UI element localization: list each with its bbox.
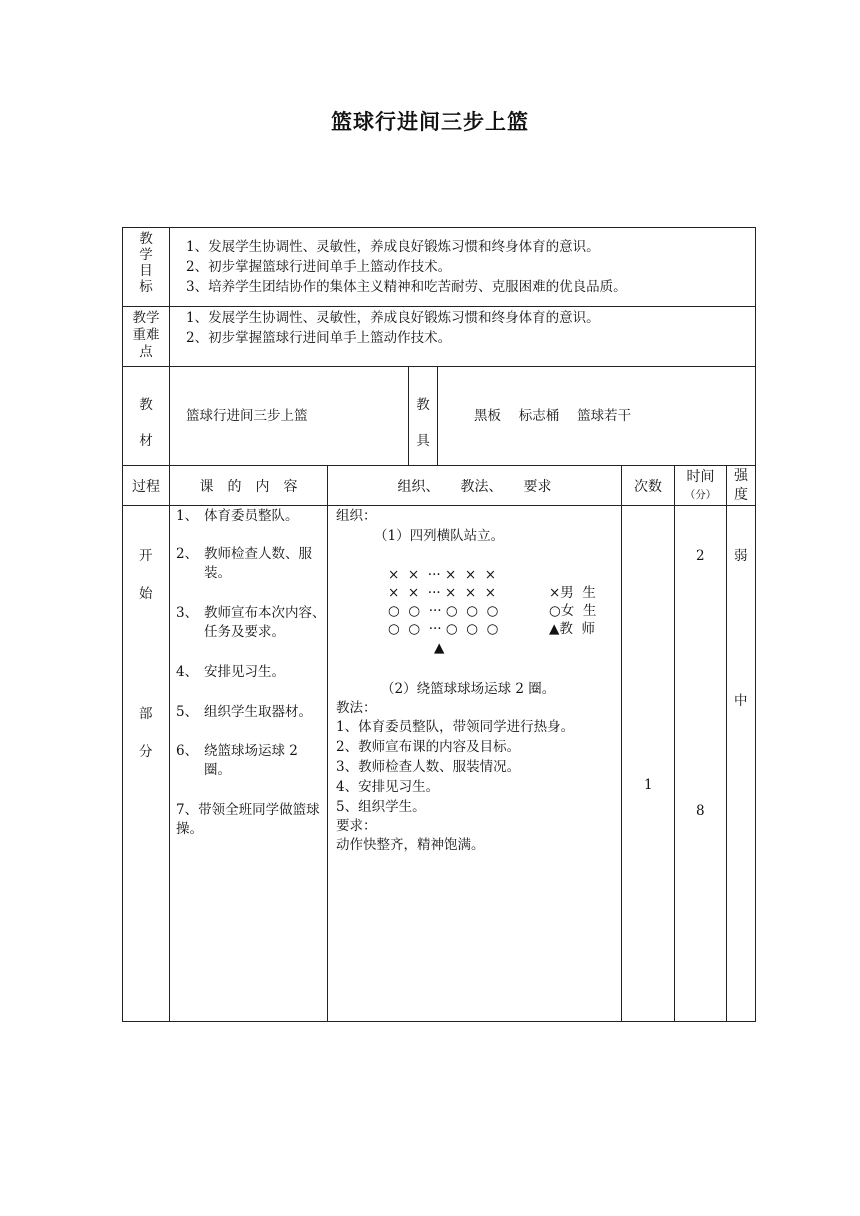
label-char: 教 <box>139 231 153 247</box>
table-border <box>122 366 756 367</box>
label-char: 学 <box>139 247 153 263</box>
table-border <box>726 465 727 1022</box>
content-item-number: 5、 <box>176 704 199 720</box>
method-item: 3、教师检查人数、服装情况。 <box>336 759 521 775</box>
content-item-number: 2、 <box>176 546 199 562</box>
content-item <box>176 663 326 682</box>
formation-row: × × ··· × × × <box>388 585 497 601</box>
header-time-label: 时间 <box>686 469 715 485</box>
legend-teacher: ▲教 师 <box>549 621 595 637</box>
content-item-text: 体育委员整队。 <box>204 508 299 524</box>
time-value: 8 <box>696 803 705 819</box>
content-item-text: 教师宣布本次内容、任务及要求。 <box>204 605 326 640</box>
header-content: 课 的 内 容 <box>199 479 298 495</box>
method-item: 5、组织学生。 <box>336 799 426 815</box>
objectives-label <box>123 231 169 295</box>
org-step-2: （2）绕篮球球场运球 2 圈。 <box>381 681 556 697</box>
objective-item: 2、初步掌握篮球行进间单手上篮动作技术。 <box>186 259 452 275</box>
content-item-number: 4、 <box>176 664 199 680</box>
label-char: 标 <box>139 279 153 295</box>
key-points-label <box>123 310 169 361</box>
material-value: 篮球行进间三步上篮 <box>186 408 308 424</box>
phase-label-char: 分 <box>139 744 153 760</box>
table-border <box>122 1021 756 1022</box>
objective-item: 3、培养学生团结协作的集体主义精神和吃苦耐劳、克服困难的优良品质。 <box>186 279 627 295</box>
label-char: 度 <box>734 487 748 503</box>
requirement-text: 动作快整齐，精神饱满。 <box>336 837 485 853</box>
content-item <box>176 742 326 780</box>
method-item: 1、体育委员整队，带领同学进行热身。 <box>336 719 575 735</box>
table-border <box>169 227 170 1022</box>
label-char: 材 <box>139 433 153 449</box>
formation-row: × × ··· × × × <box>388 567 497 583</box>
table-border <box>437 366 438 465</box>
intensity-value: 弱 <box>734 548 748 564</box>
content-item <box>176 703 326 722</box>
phase-label-char: 始 <box>139 586 153 602</box>
key-point-item: 2、初步掌握篮球行进间单手上篮动作技术。 <box>186 330 452 346</box>
content-item <box>176 801 326 839</box>
formation-row: ○ ○ ··· ○ ○ ○ <box>388 603 499 619</box>
label-char: 目 <box>139 263 153 279</box>
objective-item: 1、发展学生协调性、灵敏性，养成良好锻炼习惯和终身体育的意识。 <box>186 239 600 255</box>
legend-female: ○女 生 <box>549 603 597 619</box>
table-border <box>122 306 756 307</box>
content-item-number: 1、 <box>176 508 199 524</box>
count-value: 1 <box>644 777 653 793</box>
content-item-number: 6、 <box>176 743 199 759</box>
header-count: 次数 <box>634 479 662 495</box>
table-border <box>674 465 675 1022</box>
org-label: 组织： <box>336 508 377 524</box>
content-item-number: 3、 <box>176 605 199 621</box>
label-char: 教 <box>139 397 153 413</box>
header-time <box>675 468 726 504</box>
label-char: 教 <box>416 397 430 413</box>
intensity-value: 中 <box>734 693 748 709</box>
content-item-text: 组织学生取器材。 <box>204 704 312 720</box>
phase-label-char: 部 <box>139 706 153 722</box>
header-organization: 组织、 教法、 要求 <box>397 479 552 495</box>
method-item: 2、教师宣布课的内容及目标。 <box>336 739 521 755</box>
content-item <box>176 507 326 526</box>
header-process: 过程 <box>132 479 160 495</box>
header-time-unit: （分） <box>684 489 717 501</box>
material-label <box>123 387 169 459</box>
table-border <box>122 227 756 228</box>
table-border <box>327 465 328 1022</box>
requirement-label: 要求： <box>336 818 377 834</box>
time-value: 2 <box>696 548 705 564</box>
content-item <box>176 545 326 583</box>
key-point-item: 1、发展学生协调性、灵敏性，养成良好锻炼习惯和终身体育的意识。 <box>186 310 600 326</box>
method-label: 教法： <box>336 700 377 716</box>
header-intensity <box>727 467 755 505</box>
label-line: 教学 <box>132 310 160 326</box>
content-item-text: 安排见习生。 <box>204 664 285 680</box>
content-item-text: 教师检查人数、服装。 <box>204 546 312 581</box>
method-item: 4、安排见习生。 <box>336 779 440 795</box>
table-border <box>122 505 756 506</box>
phase-label-char: 开 <box>139 548 153 564</box>
content-item-text: 带领全班同学做篮球操。 <box>176 802 320 837</box>
table-border <box>755 227 756 1022</box>
equipment-label <box>409 387 437 459</box>
label-line: 点 <box>139 344 153 360</box>
table-border <box>122 465 756 466</box>
document-title: 篮球行进间三步上篮 <box>331 109 529 134</box>
teacher-marker: ▲ <box>434 640 445 656</box>
table-border <box>621 465 622 1022</box>
equipment-value: 黑板 标志桶 篮球若干 <box>474 408 632 424</box>
label-line: 重难 <box>132 327 160 343</box>
formation-row: ○ ○ ··· ○ ○ ○ <box>388 621 499 637</box>
legend-male: ×男 生 <box>549 585 596 601</box>
content-item-text: 绕篮球场运球 2 圈。 <box>204 743 298 778</box>
content-item <box>176 604 326 642</box>
content-item-number: 7、 <box>176 802 199 818</box>
label-char: 具 <box>416 433 430 449</box>
label-char: 强 <box>734 468 748 484</box>
org-step-1: （1）四列横队站立。 <box>374 528 505 544</box>
